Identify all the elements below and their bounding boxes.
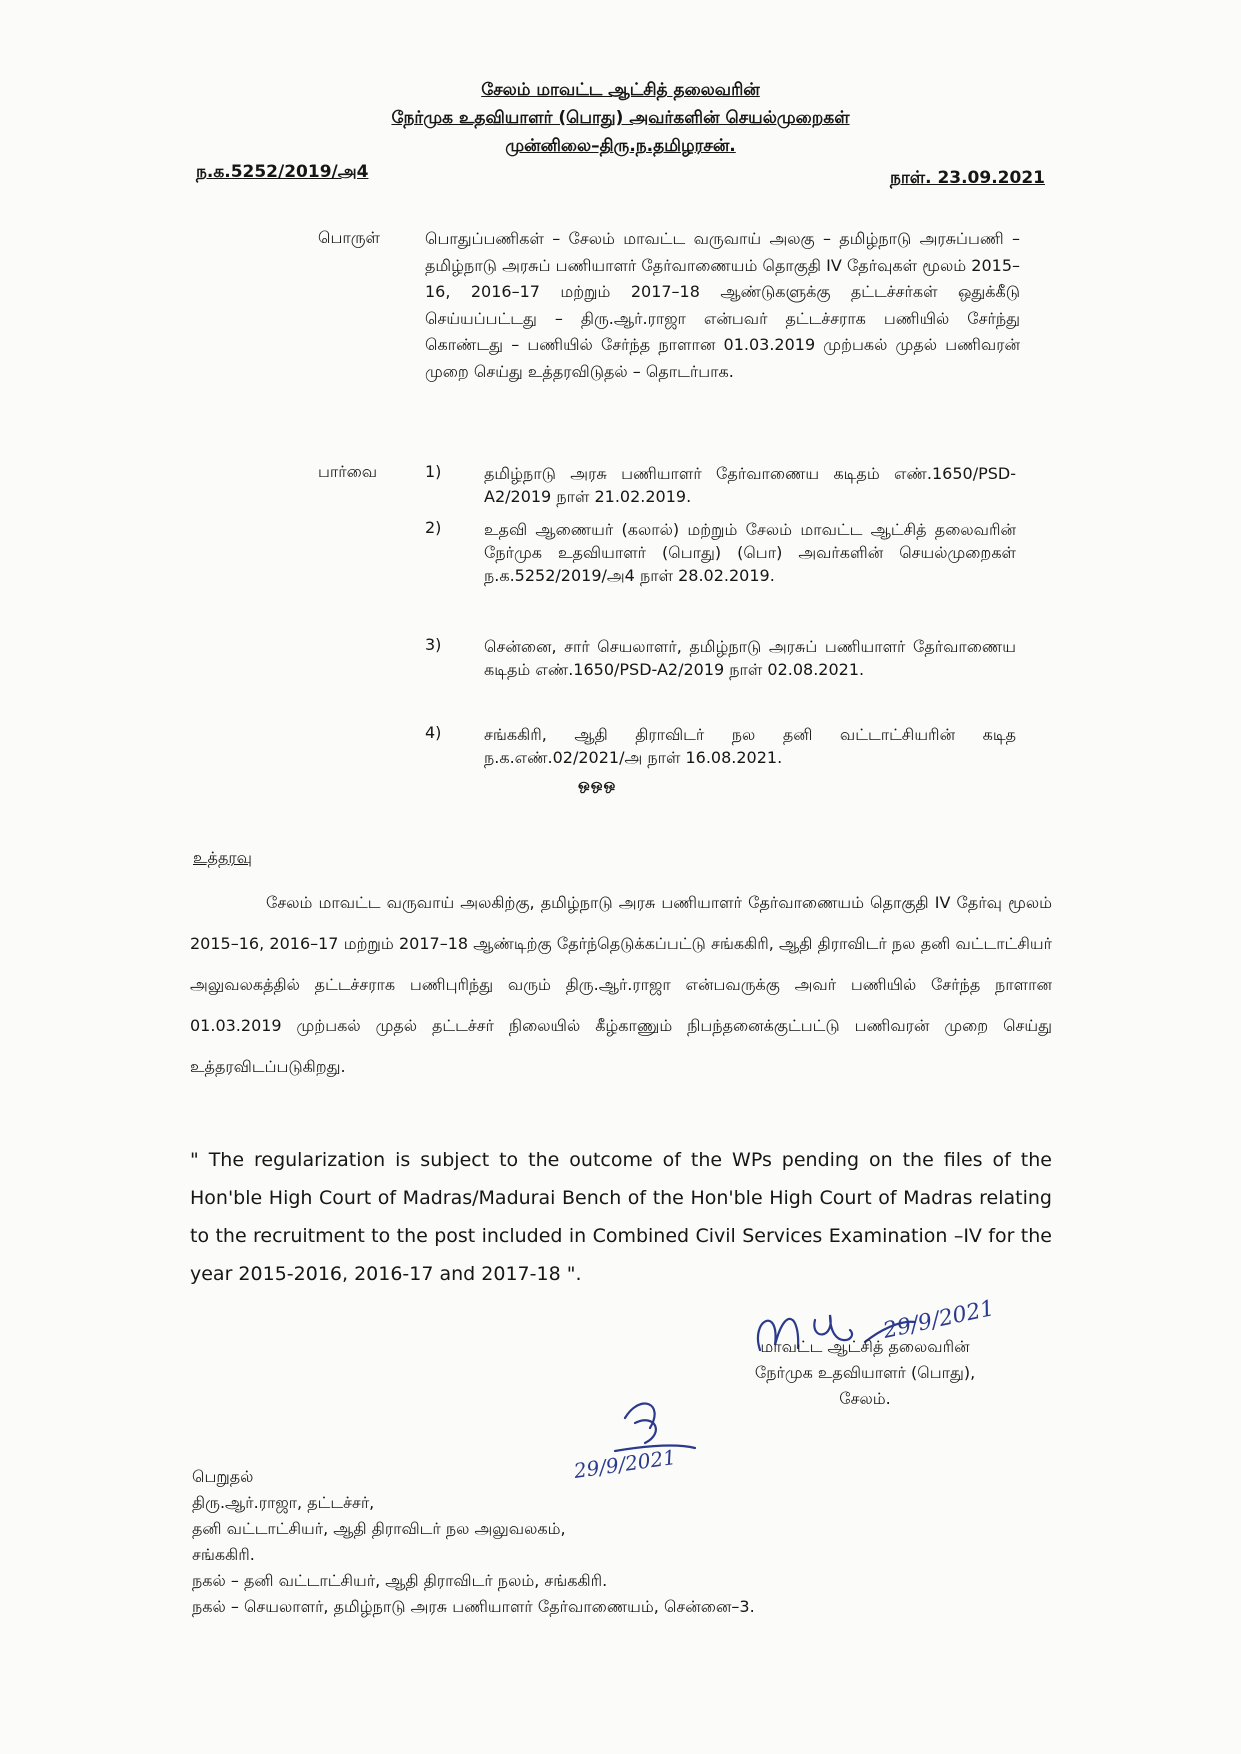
order-title: உத்தரவு (193, 848, 252, 867)
reference-item-2-number: 2) (425, 518, 442, 537)
header-line-1: சேலம் மாவட்ட ஆட்சித் தலைவரின் (481, 80, 760, 100)
reference-item-4: சங்ககிரி, ஆதி திராவிடர் நல தனி வட்டாட்சியரின் கடித ந.க.எண்.02/2021/அ நாள் 16.08.2021. (484, 725, 1016, 767)
copy-line: நகல் – தனி வட்டாட்சியர், ஆதி திராவிடர் நலம், சங்ககிரி. (192, 1571, 608, 1590)
reference-item-3-number: 3) (425, 635, 442, 654)
recipient-line: தனி வட்டாட்சியர், ஆதி திராவிடர் நல அலுவலகம், (192, 1519, 566, 1538)
reference-date: நாள். 23.09.2021 (889, 168, 1045, 188)
order-text: சேலம் மாவட்ட வருவாய் அலகிற்கு, தமிழ்நாடு அரசு பணியாளர் தேர்வாணையம் தொகுதி IV தேர்வு மூலம் 2015–16, 2016–17 மற்றும் 2017–18 ஆண்டிற்கு தேர்ந்தெடுக்கப்பட்டு சங்ககிரி, ஆதி திராவிடர் நல தனி வட்டாட்சியர் அலுவலகத்தில் தட்டச்சராக பணிபுரிந்து வரும் திரு.ஆர்.ராஜா என்பவருக்கு அவர் பணியில் சேர்ந்த நாளான 01.03.2019 முற்பகல் முதல் தட்டச்சர் நிலையில் கீழ்காணும் நிபந்தனைக்குட்பட்டு பணிவரன் முறை செய்து உத்தரவிடப்படுகிறது. (190, 893, 1052, 1076)
subject-label: பொருள் (318, 228, 380, 247)
regularization-note: " The regularization is subject to the outcome of the WPs pending on the files of the Hon'ble High Court of Madras/Madurai Bench of the Hon'ble High Court of Madras relating to the recruitment to the post included in Combined Civil Services Examination –IV for the year 2015-2016, 2016-17 and 2017-18 ". (190, 1149, 1052, 1285)
reference-item-1-number: 1) (425, 462, 442, 481)
reference-item-1: தமிழ்நாடு அரசு பணியாளர் தேர்வாணைய கடிதம் எண்.1650/PSD-A2/2019 நாள் 21.02.2019. (484, 464, 1016, 506)
signature-title-2: நேர்முக உதவியாளர் (பொது), (754, 1363, 976, 1382)
header-line-3: முன்னிலை–திரு.ந.தமிழரசன். (505, 136, 736, 156)
recipient-line: திரு.ஆர்.ராஜா, தட்டச்சர், (192, 1493, 375, 1512)
reference-item-3: சென்னை, சார் செயலாளர், தமிழ்நாடு அரசுப் பணியாளர் தேர்வாணைய கடிதம் எண்.1650/PSD-A2/2019 நாள் 02.08.2021. (484, 637, 1016, 679)
references-label: பார்வை (318, 462, 378, 481)
signature-block (700, 1334, 1030, 1412)
reference-item-4-number: 4) (425, 723, 442, 742)
initials-date: 29/9/2021 (572, 1444, 678, 1483)
reference-item-2: உதவி ஆணையர் (கலால்) மற்றும் சேலம் மாவட்ட ஆட்சித் தலைவரின் நேர்முக உதவியாளர் (பொது) (பொ) அவர்களின் செயல்முறைகள் ந.க.5252/2019/அ4 நாள் 28.02.2019. (484, 520, 1016, 585)
recipient-line: சங்ககிரி. (192, 1545, 255, 1564)
order-paragraph (190, 882, 1052, 1087)
signature-place: சேலம். (839, 1389, 891, 1408)
subject-text: பொதுப்பணிகள் – சேலம் மாவட்ட வருவாய் அலகு – தமிழ்நாடு அரசுப்பணி – தமிழ்நாடு அரசுப் பணியாளர் தேர்வாணையம் தொகுதி IV தேர்வுகள் மூலம் 2015–16, 2016–17 மற்றும் 2017–18 ஆண்டுகளுக்கு தட்டச்சர்கள் ஒதுக்கீடு செய்யப்பட்டது – திரு.ஆர்.ராஜா என்பவர் தட்டச்சராக பணியில் சேர்ந்து கொண்டது – பணியில் சேர்ந்த நாளான 01.03.2019 முற்பகல் முதல் பணிவரன் முறை செய்து உத்தரவிடுதல் – தொடர்பாக. (425, 229, 1020, 381)
separator-mark: ஒஒஒ (578, 777, 617, 793)
reference-number: ந.க.5252/2019/அ4 (196, 162, 369, 182)
header-line-2: நேர்முக உதவியாளர் (பொது) அவர்களின் செயல்முறைகள் (391, 108, 850, 128)
signature-title-1: மாவட்ட ஆட்சித் தலைவரின் (760, 1337, 970, 1356)
recipients-block (192, 1464, 755, 1620)
signature-date: 29/9/2021 (881, 1295, 997, 1344)
copy-line: நகல் – செயலாளர், தமிழ்நாடு அரசு பணியாளர் தேர்வாணையம், சென்னை–3. (192, 1597, 755, 1616)
recipients-heading: பெறுதல் (192, 1467, 254, 1486)
